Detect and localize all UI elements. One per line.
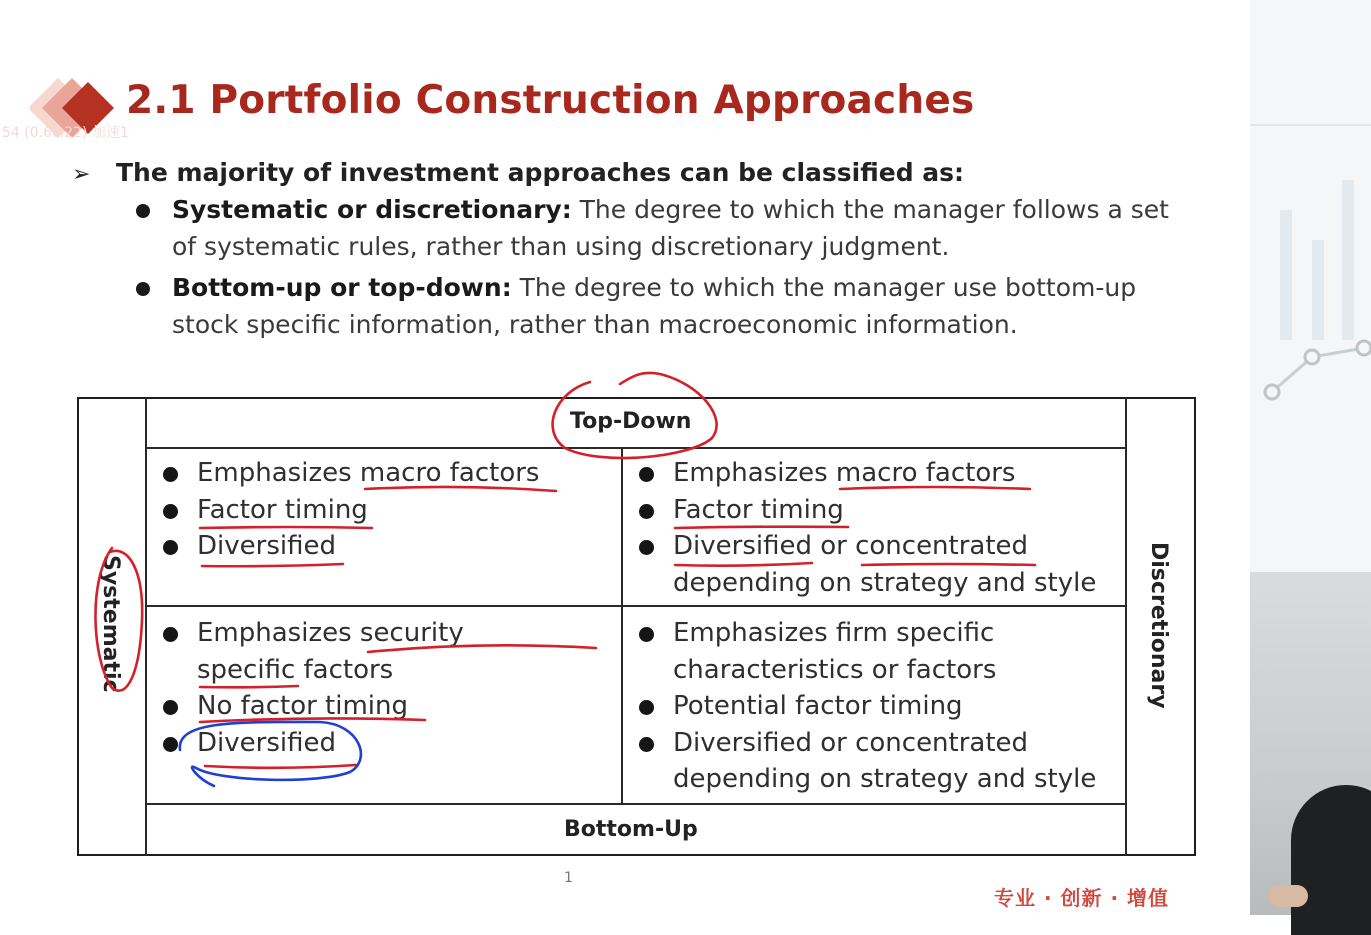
list-item: Diversified or concentrated depending on strategy and style xyxy=(623,528,1115,601)
cell-top-left xyxy=(147,455,617,565)
cell-bottom-left xyxy=(147,615,567,761)
cell-top-right xyxy=(623,455,1115,601)
list-item: Diversified or concentrated depending on strategy and style xyxy=(623,725,1115,798)
matrix-divider xyxy=(145,605,1125,607)
slide-title: 2.1 Portfolio Construction Approaches xyxy=(126,78,975,123)
bullet-text: The degree to which the manager use bottom-up stock specific information, rather than macroeconomic information. xyxy=(172,273,1137,339)
intro-section xyxy=(72,158,1172,343)
list-item: Diversified xyxy=(147,528,617,565)
list-item: Emphasizes macro factors xyxy=(147,455,617,492)
person-silhouette xyxy=(1291,785,1371,935)
ghost-text: 54 (0.6c.22) 加速1 xyxy=(2,125,129,141)
list-item: No factor timing xyxy=(147,688,567,725)
approach-matrix xyxy=(77,397,1196,856)
chart-decoration-icon xyxy=(1250,0,1371,560)
header-top-down: Top-Down xyxy=(570,409,692,434)
intro-lead xyxy=(72,158,1172,187)
header-systematic: Systematic xyxy=(98,555,123,693)
arrow-bullet-icon: ➢ xyxy=(72,162,91,187)
bullet-dot-icon xyxy=(136,282,150,296)
matrix-divider xyxy=(145,447,1125,449)
header-bottom-up: Bottom-Up xyxy=(564,817,698,842)
page-number: 1 xyxy=(564,870,573,886)
slogan: 专业 · 创新 · 增值 xyxy=(994,886,1170,910)
cell-bottom-right xyxy=(623,615,1115,798)
bullet-term: Systematic or discretionary: xyxy=(172,195,572,224)
intro-bullet-2 xyxy=(72,269,1172,343)
list-item: Diversified xyxy=(147,725,567,762)
intro-bullet-1 xyxy=(72,191,1172,265)
list-item: Factor timing xyxy=(147,492,617,529)
webcam-overlay xyxy=(1250,572,1371,915)
bullet-text: The degree to which the manager follows a set of systematic rules, rather than using discretionary judgment. xyxy=(172,195,1169,261)
bullet-dot-icon xyxy=(136,204,150,218)
bullet-term: Bottom-up or top-down: xyxy=(172,273,512,302)
matrix-divider xyxy=(1125,397,1127,856)
header-discretionary: Discretionary xyxy=(1146,542,1171,709)
matrix-divider xyxy=(145,803,1125,805)
list-item: Emphasizes security specific factors xyxy=(147,615,567,688)
intro-lead-text: The majority of investment approaches can be classified as: xyxy=(116,158,965,187)
list-item: Emphasizes macro factors xyxy=(623,455,1115,492)
hand-shape xyxy=(1268,885,1308,907)
list-item: Emphasizes firm specific characteristics or factors xyxy=(623,615,1115,688)
list-item: Potential factor timing xyxy=(623,688,1115,725)
list-item: Factor timing xyxy=(623,492,1115,529)
